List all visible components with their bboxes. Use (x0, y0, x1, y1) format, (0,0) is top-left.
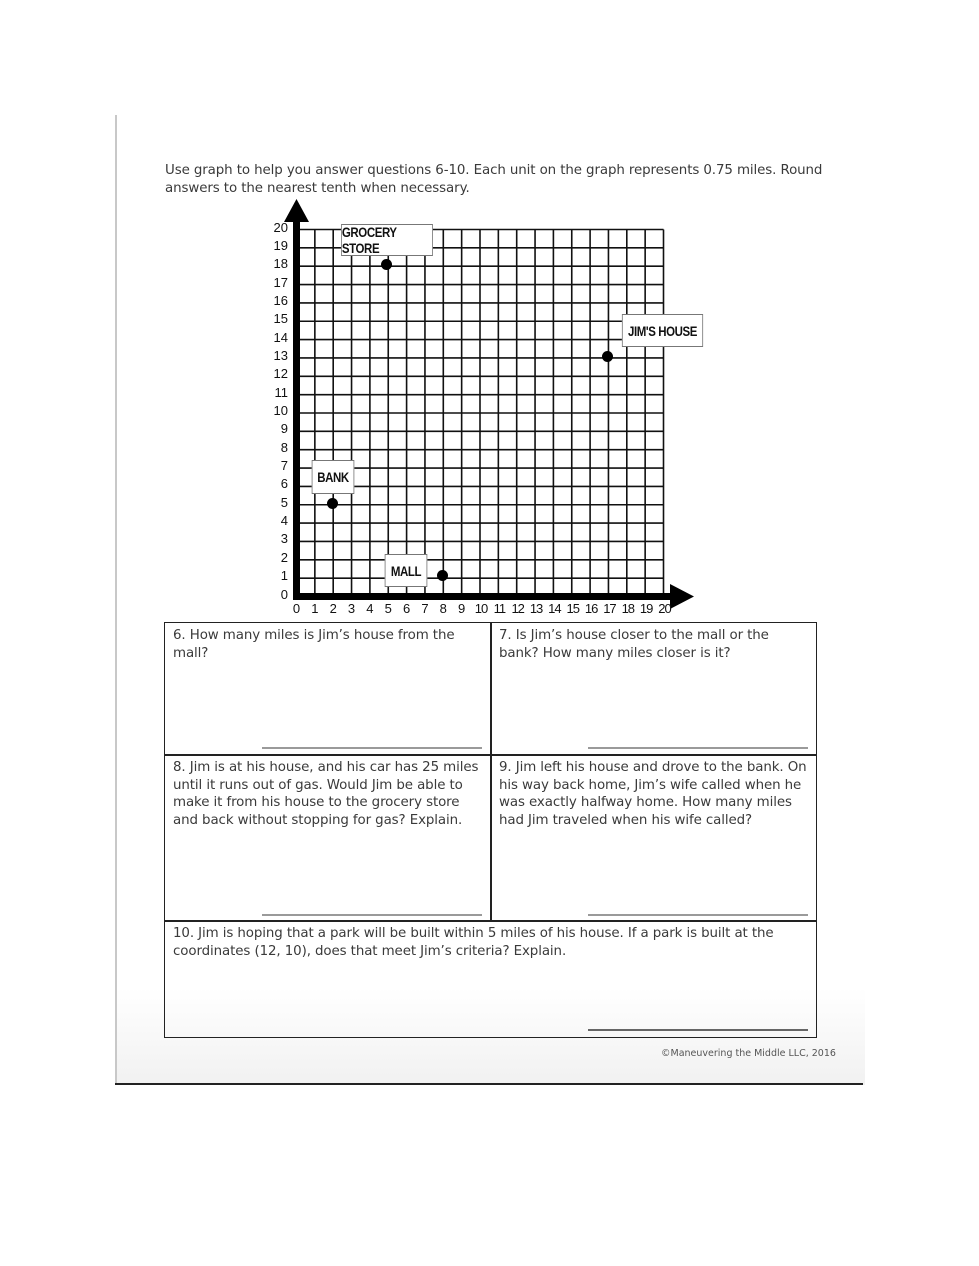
x-tick-label: 0 (292, 601, 301, 616)
x-tick-label: 14 (548, 601, 561, 616)
grocery-store-label (341, 224, 433, 256)
questions-table (164, 622, 817, 1038)
y-tick-label: 15 (273, 311, 288, 327)
y-tick-label: 7 (280, 458, 288, 474)
question-10-cell (165, 921, 818, 1039)
bank-point (327, 498, 338, 509)
x-tick-label: 9 (458, 601, 466, 616)
y-tick-label: 4 (280, 513, 288, 529)
x-tick-label: 6 (402, 601, 411, 616)
copyright-footer: ©Maneuvering the Middle LLC, 2016 (661, 1048, 836, 1059)
y-tick-label: 19 (273, 237, 288, 253)
question-6-answer-line[interactable] (262, 747, 482, 749)
jims-house-text: JIM'S HOUSE (627, 322, 698, 339)
x-tick-label: 17 (603, 601, 616, 616)
y-tick-label: 16 (273, 292, 288, 308)
x-tick-label: 11 (493, 601, 506, 616)
question-7-cell (491, 623, 818, 755)
y-tick-label: 8 (280, 439, 288, 455)
x-tick-label: 2 (329, 601, 337, 616)
x-tick-label: 20 (658, 601, 671, 616)
bank-text: BANK (317, 469, 349, 485)
y-tick-label: 0 (280, 586, 288, 602)
mall-point (437, 570, 448, 581)
x-tick-label: 15 (566, 601, 579, 616)
y-tick-label: 11 (274, 384, 288, 400)
grocery-store-point (381, 259, 392, 270)
bank-label (312, 460, 355, 494)
question-9-cell (491, 755, 818, 921)
y-tick-label: 6 (280, 476, 288, 492)
x-tick-label: 5 (384, 601, 392, 616)
y-tick-label: 18 (273, 256, 288, 272)
x-tick-label: 10 (474, 601, 488, 616)
y-tick-label: 9 (280, 421, 288, 437)
mall-label (385, 554, 428, 587)
x-tick-label: 19 (639, 601, 653, 616)
mall-text: MALL (390, 562, 422, 579)
question-7-text: 7. Is Jim’s house closer to the mall or the bank? How many miles closer is it? (499, 628, 769, 661)
x-axis (293, 593, 673, 600)
grid-lines (297, 230, 664, 597)
y-tick-label: 14 (273, 329, 288, 345)
question-9-answer-line[interactable] (588, 914, 808, 916)
x-tick-label: 16 (584, 601, 598, 616)
jims-house-point (602, 351, 613, 362)
grocery-store-text: GROCERY STORE (341, 224, 397, 256)
x-tick-label: 4 (366, 601, 374, 616)
x-tick-label: 7 (421, 601, 429, 616)
question-7-answer-line[interactable] (588, 747, 808, 749)
jims-house-label (622, 314, 703, 347)
y-tick-label: 20 (273, 219, 288, 235)
y-tick-label: 13 (273, 347, 288, 363)
y-tick-label: 5 (280, 494, 288, 510)
x-tick-label: 12 (511, 601, 524, 616)
y-tick-label: 1 (280, 568, 288, 584)
y-tick-label: 12 (273, 366, 288, 382)
x-tick-label: 1 (311, 601, 319, 616)
question-10-answer-line[interactable] (588, 1029, 808, 1031)
question-8-cell (165, 755, 491, 921)
y-tick-label: 2 (280, 549, 288, 565)
y-axis (293, 214, 300, 600)
x-tick-label: 8 (439, 601, 447, 616)
question-8-text: 8. Jim is at his house, and his car has 25 miles until it runs out of gas. Would Jim be able to make it from his house to the grocery store and back without stopping for gas? Explain. (173, 760, 479, 829)
question-8-answer-line[interactable] (262, 914, 482, 916)
question-9-text: 9. Jim left his house and drove to the bank. On his way back home, Jim’s wife called when he was exactly halfway home. How many miles had Jim traveled when his wife called? (499, 760, 807, 829)
x-tick-label: 18 (621, 601, 635, 616)
question-6-cell (165, 623, 491, 755)
instructions-text: Use graph to help you answer questions 6-10. Each unit on the graph represents 0.75 miles. Round answers to the nearest tenth when necessary. (165, 163, 823, 196)
x-tick-label: 3 (347, 601, 356, 616)
question-6-text: 6. How many miles is Jim’s house from the mall? (173, 628, 455, 661)
question-10-text: 10. Jim is hoping that a park will be built within 5 miles of his house. If a park is built at the coordinates (12, 10), does that meet Jim’s criteria? Explain. (173, 926, 774, 959)
y-tick-label: 10 (273, 403, 288, 418)
x-tick-label: 13 (529, 601, 543, 616)
page-bottom-edge (115, 1083, 863, 1085)
y-tick-label: 17 (273, 274, 288, 290)
y-tick-label: 3 (280, 531, 288, 547)
